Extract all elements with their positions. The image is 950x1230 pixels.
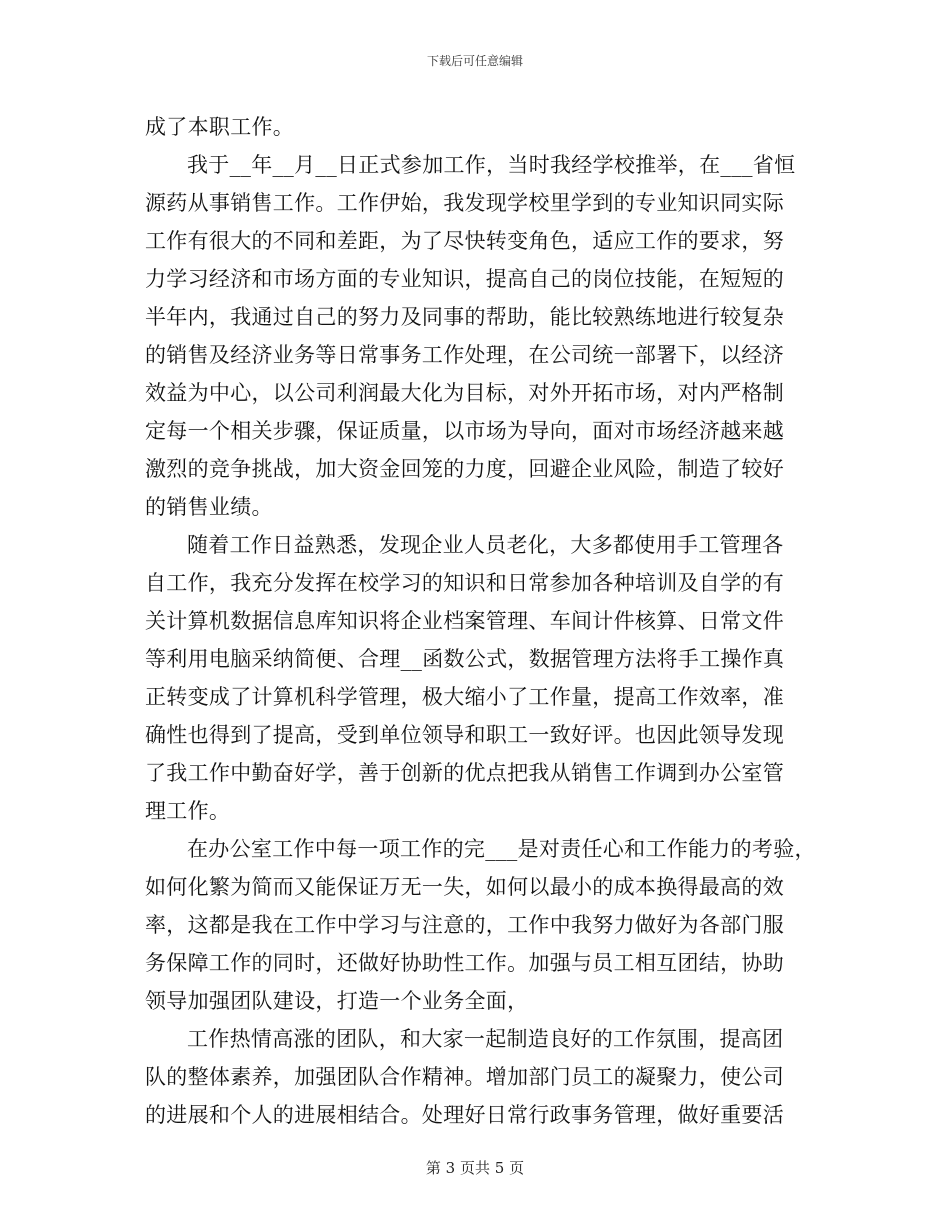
text-line: 我于__年__月__日正式参加工作，当时我经学校推举，在___省恒: [187, 153, 796, 177]
text-line: 的进展和个人的进展相结合。处理好日常行政事务管理，做好重要活: [145, 1103, 784, 1127]
text-line: 成了本职工作。: [145, 115, 295, 139]
page-number-label: 第 3 页共 5 页: [425, 1159, 525, 1177]
text-line: 如何化繁为简而又能保证万无一失，如何以最小的成本换得最高的效: [145, 875, 784, 899]
text-line: 理工作。: [145, 799, 231, 823]
page-footer: [0, 1157, 950, 1178]
text-line: 半年内，我通过自己的努力及同事的帮助，能比较熟练地进行较复杂: [145, 305, 784, 329]
text-line: 正转变成了计算机科学管理，极大缩小了工作量，提高工作效率，准: [145, 685, 784, 709]
text-line: 了我工作中勤奋好学，善于创新的优点把我从销售工作调到办公室管: [145, 761, 784, 785]
text-line: 的销售业绩。: [145, 495, 273, 519]
text-line: 率，这都是我在工作中学习与注意的，工作中我努力做好为各部门服: [145, 913, 784, 937]
text-line: 工作有很大的不同和差距，为了尽快转变角色，适应工作的要求，努: [145, 229, 784, 253]
text-line: 确性也得到了提高，受到单位领导和职工一致好评。也因此领导发现: [145, 723, 784, 747]
text-line: 定每一个相关步骤，保证质量，以市场为导向，面对市场经济越来越: [145, 419, 784, 443]
text-line: 效益为中心，以公司利润最大化为目标，对外开拓市场，对内严格制: [145, 381, 784, 405]
text-line: 队的整体素养，加强团队合作精神。增加部门员工的凝聚力，使公司: [145, 1065, 784, 1089]
text-line: 自工作，我充分发挥在校学习的知识和日常参加各种培训及自学的有: [145, 571, 784, 595]
header-note: 下载后可任意编辑: [426, 54, 523, 68]
text-line: 工作热情高涨的团队，和大家一起制造良好的工作氛围，提高团: [187, 1027, 784, 1051]
text-line: 力学习经济和市场方面的专业知识，提高自己的岗位技能，在短短的: [145, 267, 784, 291]
text-line: 务保障工作的同时，还做好协助性工作。加强与员工相互团结，协助: [145, 951, 784, 975]
text-line: 随着工作日益熟悉，发现企业人员老化，大多都使用手工管理各: [187, 533, 784, 557]
page-header: [0, 52, 950, 69]
text-line: 源药从事销售工作。工作伊始，我发现学校里学到的专业知识同实际: [145, 191, 784, 215]
text-line: 等利用电脑采纳简便、合理__函数公式，数据管理方法将手工操作真: [145, 647, 785, 671]
text-line: 关计算机数据信息库知识将企业档案管理、车间计件核算、日常文件: [145, 609, 784, 633]
text-line: 激烈的竞争挑战，加大资金回笼的力度，回避企业风险，制造了较好: [145, 457, 784, 481]
text-line: 领导加强团队建设，打造一个业务全面，: [145, 989, 529, 1013]
text-line: 在办公室工作中每一项工作的完___是对责任心和工作能力的考验，: [187, 837, 816, 861]
text-line: 的销售及经济业务等日常事务工作处理，在公司统一部署下，以经济: [145, 343, 784, 367]
